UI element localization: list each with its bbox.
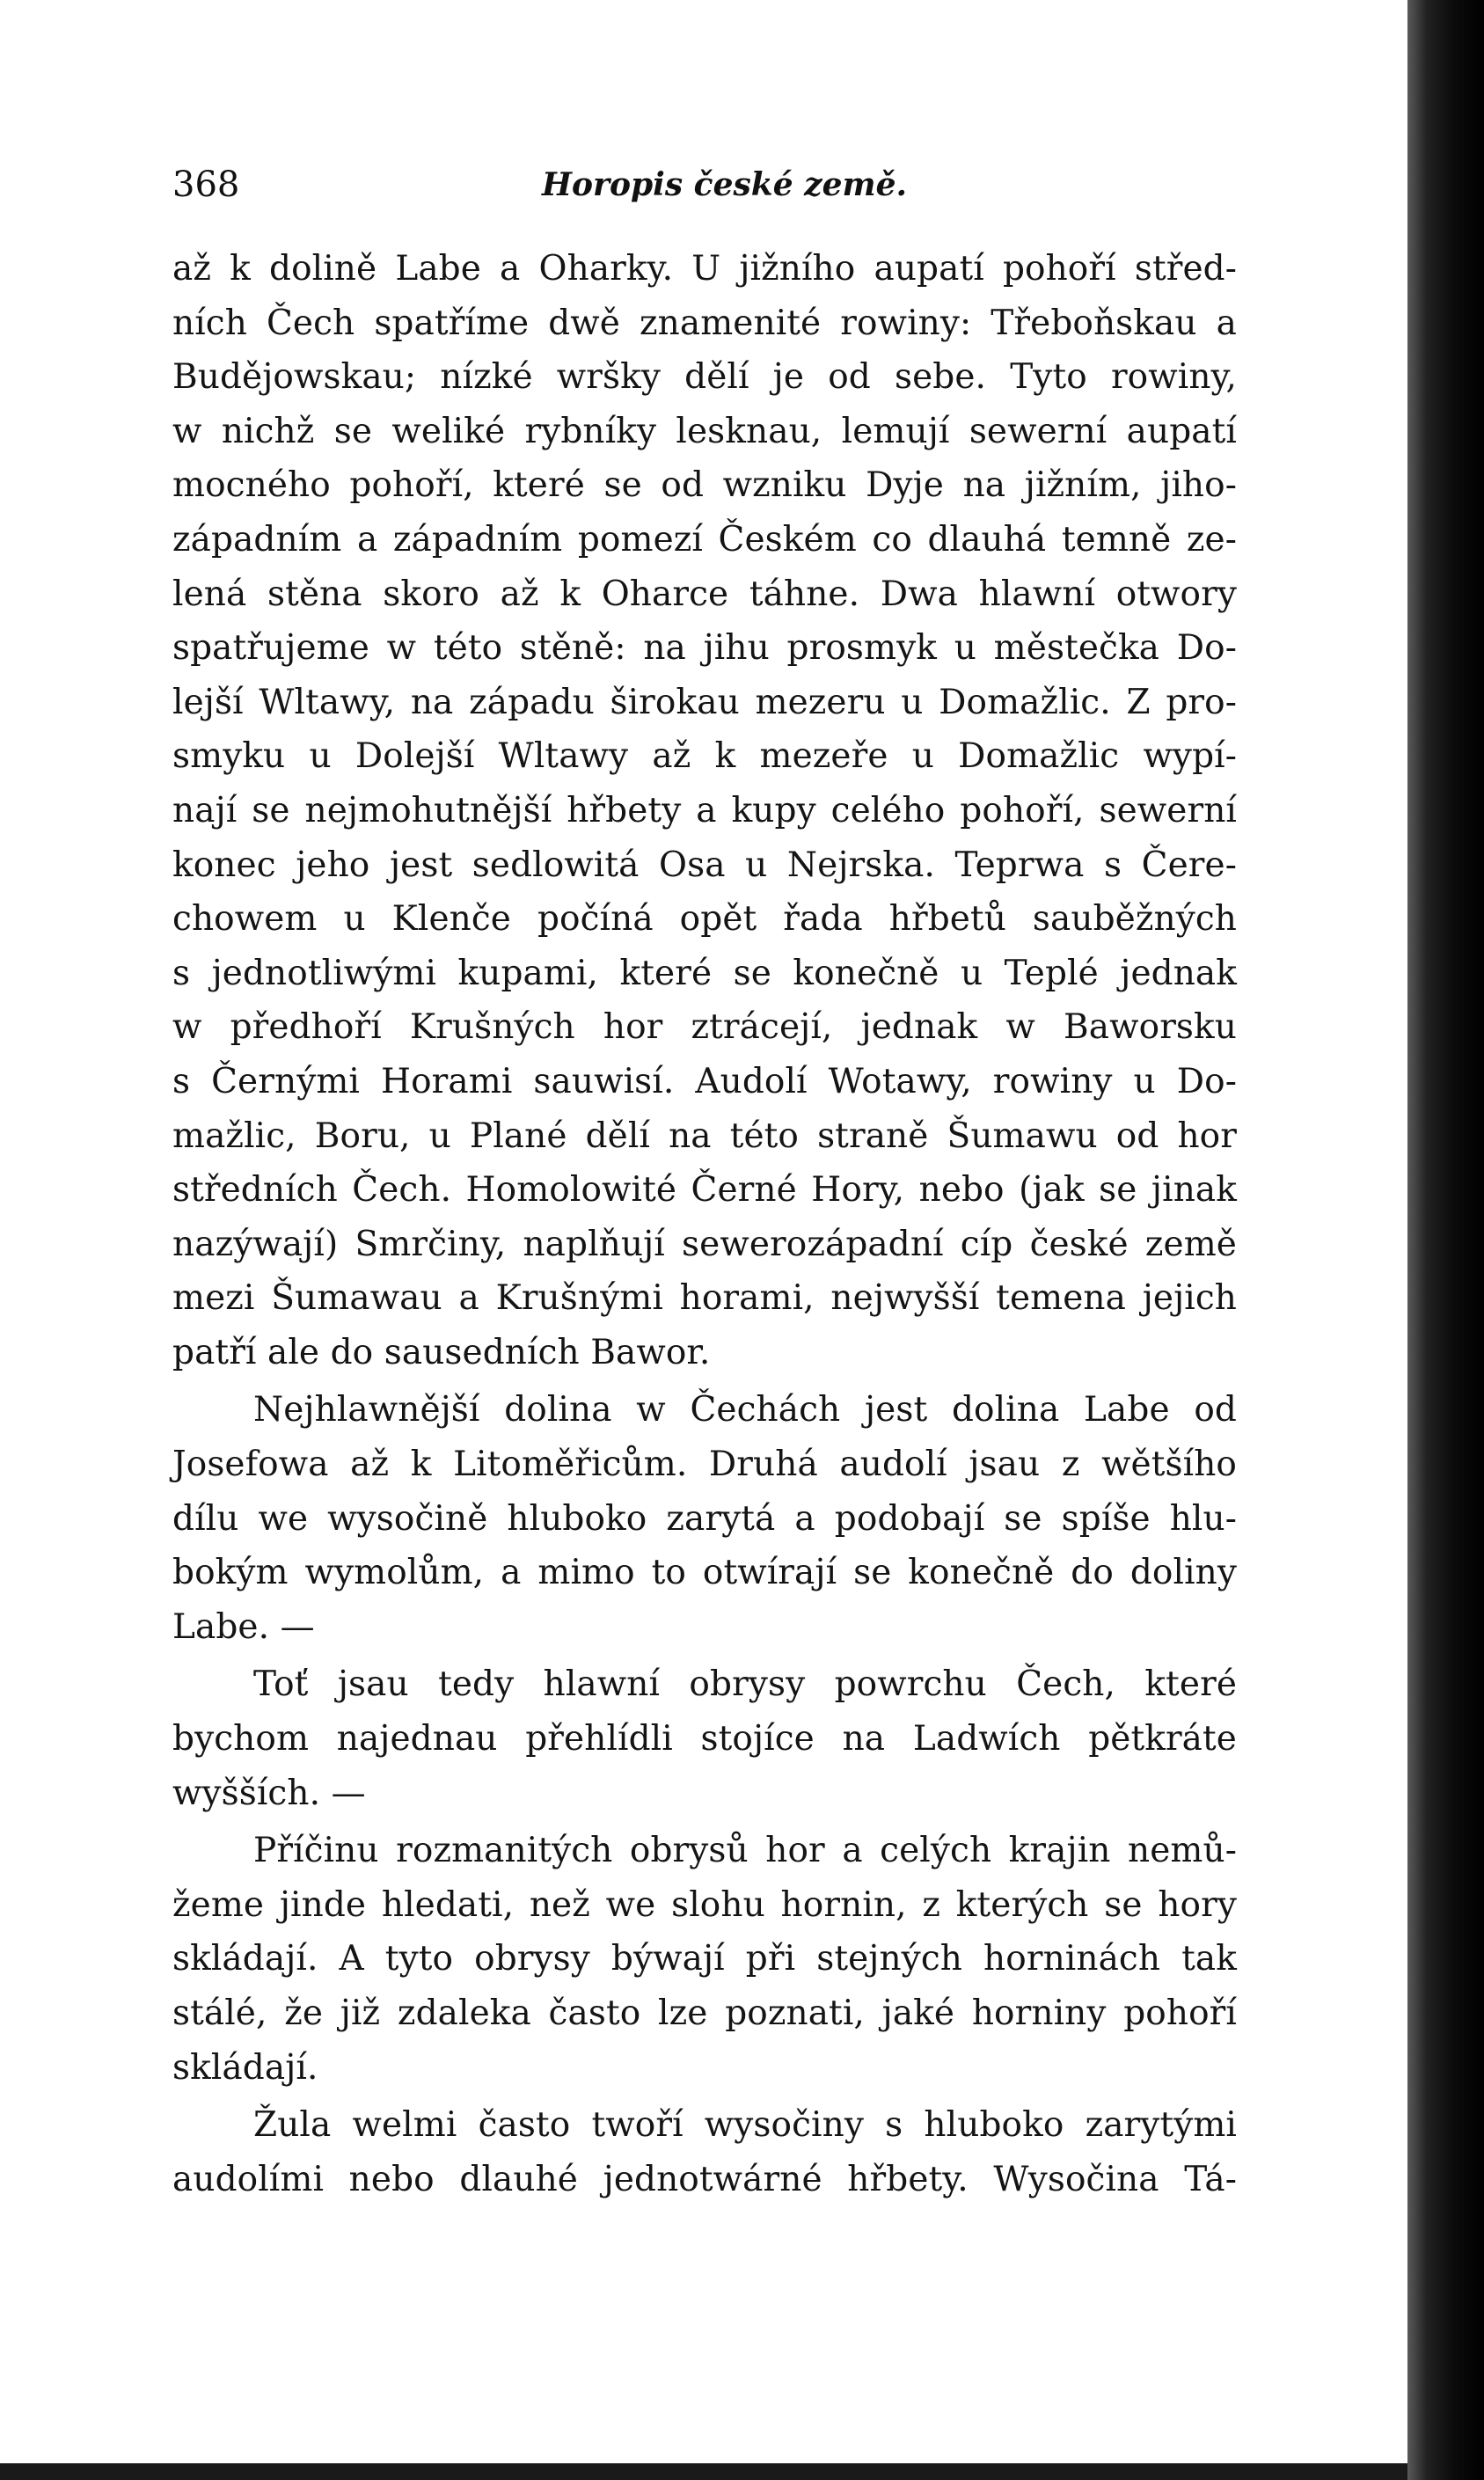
text-line: Žula welmi často twoří wysočiny s hluboko zarytými: [253, 2105, 1237, 2146]
text-line: skládají. A tyto obrysy býwají při stejných horninách tak: [172, 1939, 1237, 1979]
text-line: až k dolině Labe a Oharky. U jižního aupatí pohoří střed-: [172, 249, 1237, 289]
text-line: lená stěna skoro až k Oharce táhne. Dwa hlawní otwory: [172, 574, 1237, 614]
paragraph: [172, 242, 1237, 1379]
text-line: skládají.: [172, 2047, 318, 2088]
paragraph: [172, 1383, 1237, 1654]
text-line: spatřujeme w této stěně: na jihu prosmyk u městečka Do-: [172, 628, 1237, 669]
text-line: bychom najednau přehlídli stojíce na Ladwích pětkráte: [172, 1719, 1237, 1759]
page-number: 368: [172, 165, 240, 205]
paragraph: [172, 2098, 1237, 2206]
text-line: Budějowskau; nízké wršky dělí je od sebe. Tyto rowiny,: [172, 357, 1237, 398]
text-line: Labe. —: [172, 1606, 315, 1647]
text-line: smyku u Dolejší Wltawy až k mezeře u Domažlic wypí-: [172, 736, 1237, 777]
text-line: mezi Šumawau a Krušnými horami, nejwyšší temena jejich: [172, 1278, 1237, 1319]
text-line: stálé, že již zdaleka často lze poznati, jaké horniny pohoří: [172, 1994, 1237, 2033]
text-line: w předhoří Krušných hor ztrácejí, jednak w Baworsku: [172, 1007, 1237, 1048]
text-line: Nejhlawnější dolina w Čechách jest dolina Labe od: [253, 1390, 1237, 1430]
text-line: dílu we wysočině hluboko zarytá a podobají se spíše hlu-: [172, 1498, 1237, 1539]
text-line: audolími nebo dlauhé jednotwárné hřbety. Wysočina Tá-: [172, 2159, 1237, 2199]
text-line: Příčinu rozmanitých obrysů hor a celých krajin nemů-: [253, 1831, 1237, 1871]
text-line: nazýwají) Smrčiny, naplňují sewerozápadní cíp české země: [172, 1224, 1237, 1264]
text-line: nají se nejmohutnější hřbety a kupy celého pohoří, sewerní: [172, 790, 1237, 830]
text-line: wyšších. —: [172, 1773, 366, 1813]
text-line: s Černými Horami sauwisí. Audolí Wotawy, rowiny u Do-: [172, 1061, 1237, 1101]
text-line: středních Čech. Homolowité Černé Hory, nebo (jak se jinak: [172, 1170, 1237, 1211]
paragraph: [172, 1824, 1237, 2095]
text-line: patří ale do sausedních Bawor.: [172, 1332, 711, 1372]
text-line: západním a západním pomezí Českém co dlauhá temně ze-: [172, 519, 1237, 560]
scan-shadow-right: [1407, 0, 1484, 2480]
text-line: lejší Wltawy, na západu širokau mezeru u Domažlic. Z pro-: [172, 682, 1237, 722]
scan-shadow-bottom: [0, 2463, 1407, 2480]
body-text: [172, 242, 1237, 2206]
page-header: [172, 167, 1237, 220]
text-line: žeme jinde hledati, než we slohu hornin, z kterých se hory: [172, 1884, 1237, 1925]
text-line: ních Čech spatříme dwě znamenité rowiny: Třeboňskau a: [172, 303, 1237, 343]
text-line: Josefowa až k Litoměřicům. Druhá audolí jsau z wětšího: [172, 1445, 1237, 1485]
text-line: bokým wymolům, a mimo to otwírají se konečně do doliny: [172, 1553, 1237, 1593]
text-line: mocného pohoří, které se od wzniku Dyje na jižním, jiho-: [172, 465, 1237, 506]
text-line: chowem u Klenče počíná opět řada hřbetů sauběžných: [172, 899, 1237, 940]
text-line: mažlic, Boru, u Plané dělí na této straně Šumawu od hor: [172, 1116, 1237, 1156]
text-line: konec jeho jest sedlowitá Osa u Nejrska. Teprwa s Čere-: [172, 845, 1237, 885]
text-line: s jednotliwými kupami, které se konečně u Teplé jednak: [172, 953, 1237, 993]
running-title: Horopis české země.: [542, 166, 908, 203]
text-line: w nichž se weliké rybníky lesknau, lemují sewerní aupatí: [172, 411, 1237, 451]
paragraph: [172, 1657, 1237, 1820]
text-line: Toť jsau tedy hlawní obrysy powrchu Čech, které: [253, 1664, 1237, 1705]
